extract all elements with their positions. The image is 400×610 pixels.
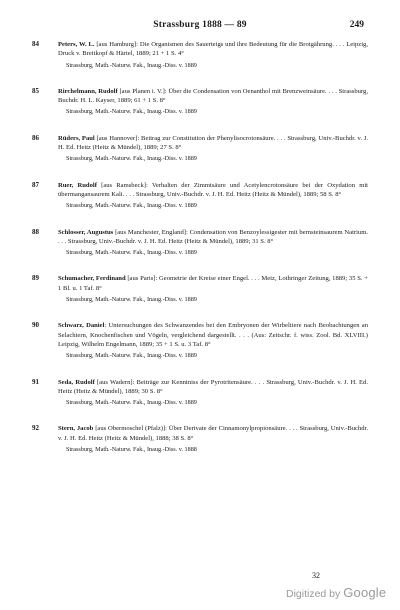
author-name: Schlosser, Augustus <box>58 228 114 236</box>
list-item <box>32 274 368 304</box>
entry-text: [aus Paris]: Geometrie der Kreise einer Engel. . . . Metz, Lothringer Zeitung, 1889; 35 S. + 1 Bl. u. 1 Taf. 8° <box>58 275 368 292</box>
entry-text: [aus Ramsbeck]: Verhalten der Zimmtsäure und Acetylencrotonsäure bei der Oxydation mit übermangansaurem Kali. . . . Strassburg, Univ.-Buchdr. v. J. H. Ed. Heitz (Heitz & Mündel), 1889; 58 S. 8° <box>58 181 368 198</box>
entry-number: 84 <box>32 40 39 48</box>
dissertation-note: Strassburg, Math.-Naturw. Fak., Inaug.-Diss. v. 1889 <box>66 296 197 304</box>
author-name: Schumacher, Ferdinand <box>58 275 126 283</box>
entry-text: [aus Hannover]: Beitrag zur Constitution der Phenylisocrotonsäure. . . . Strassburg, Univ.-Buchdr. v. J. H. Ed. Heitz (Heitz & Mündel), 1889; 27 S. 8° <box>58 134 368 152</box>
entry-number: 92 <box>32 424 39 433</box>
entry-text: [aus Manchester, England]: Condensation von Benzoylessigester mit bernsteinsaurem Natrium. . . . Strassburg, Univ.-Buchdr. v. J. H. Ed. Heitz (Heitz & Mündel), 1889; 31 S. 8° <box>58 228 369 245</box>
entry-text: [aus Wadern]: Beiträge zur Kenntniss der Pyrotritensäure. . . . Strassburg, Univ.-Buchdr. v. J. H. Ed. Heitz (Heitz & Mündel), 1889; 30 S. 8° <box>58 378 368 395</box>
entry-number: 85 <box>32 86 39 95</box>
entry-number: 87 <box>32 180 39 189</box>
entry-text: [aus Planen i. V.]: Über die Condensation von Oenanthol mit Brenzweinsäure. . . . Strassburg, Buchdr. H. L. Kayser, 1889; 61 + 1 S. 8° <box>58 87 368 105</box>
signature-mark: 32 <box>312 571 320 580</box>
entry-text: [aus Hamburg]: Die Organismen des Sauerteigs und ihre Bedeutung für die Brotgährung. . . . Leipzig, Druck v. Breitkopf & Härtel, 1889; 21 + 1 S. 4° <box>58 41 368 58</box>
author-name: Rirchelmann, Rudolf <box>58 87 118 95</box>
entry-number: 89 <box>32 274 39 283</box>
list-item <box>32 181 368 211</box>
list-item <box>32 134 368 164</box>
entry-body <box>58 87 368 106</box>
entry-number: 88 <box>32 227 39 236</box>
author-name: Ruer, Rudolf <box>58 181 97 189</box>
list-item <box>32 321 368 360</box>
watermark-prefix: Digitized by <box>286 588 341 600</box>
entry-body <box>58 321 368 349</box>
entry-body <box>58 424 368 443</box>
page-number: 249 <box>349 20 364 30</box>
entry-body <box>58 134 368 153</box>
list-item <box>32 40 368 70</box>
entry-text: : Untersuchungen des Schwanzendes bei den Embryonen der Wirbeltiere nach Beobachtungen an Selachiern, Knochenfischen und Vögeln, vergleichend dargestellt. . . . (Aus: Zeitschr. f. wiss. Zool. Bd. XLVIII.) Leipzig, Wilhelm Engelmann, 1889; 35 + 1 S. u. 3 Taf. 8° <box>58 322 368 348</box>
author-name: Peters, W. L. <box>58 41 95 48</box>
entry-body <box>58 274 368 293</box>
list-item <box>32 378 368 408</box>
entry-body <box>58 228 368 247</box>
entry-text: [aus Obermoschel (Pfalz)]: Über Derivate der Cinnamonylpropionsäure. . . . Strassburg, Univ.-Buchdr. v. J. H. Ed. Heitz (Heitz & Mündel), 1888; 38 S. 8° <box>58 425 369 442</box>
list-item <box>32 228 368 258</box>
list-item <box>32 424 368 454</box>
dissertation-note: Strassburg, Math.-Naturw. Fak., Inaug.-Diss. v. 1889 <box>66 108 197 116</box>
entry-list <box>32 40 368 471</box>
google-logo: Google <box>343 585 387 600</box>
entry-body <box>58 40 368 59</box>
entry-body <box>58 181 368 200</box>
dissertation-note: Strassburg, Math.-Naturw. Fak., Inaug.-Diss. v. 1888 <box>66 446 197 454</box>
author-name: Stern, Jacob <box>58 425 94 433</box>
running-title: Strassburg 1888 — 89 <box>153 20 247 30</box>
list-item <box>32 87 368 117</box>
entry-number: 91 <box>32 377 39 386</box>
google-watermark <box>286 585 386 600</box>
dissertation-note: Strassburg, Math.-Naturw. Fak., Inaug.-Diss. v. 1889 <box>66 61 197 69</box>
dissertation-note: Strassburg, Math.-Naturw. Fak., Inaug.-Diss. v. 1889 <box>66 399 197 407</box>
author-name: Schwarz, Daniel <box>58 322 105 330</box>
author-name: Rüders, Paul <box>58 134 95 142</box>
page-header <box>0 20 400 34</box>
author-name: Seda, Rudolf <box>58 378 95 386</box>
dissertation-note: Strassburg, Math.-Naturw. Fak., Inaug.-Diss. v. 1889 <box>66 352 197 360</box>
dissertation-note: Strassburg, Math.-Naturw. Fak., Inaug.-Diss. v. 1889 <box>66 249 197 257</box>
dissertation-note: Strassburg, Math.-Naturw. Fak., Inaug.-Diss. v. 1889 <box>66 155 197 163</box>
entry-number: 90 <box>32 321 39 330</box>
entry-number: 86 <box>32 133 39 142</box>
dissertation-note: Strassburg, Math.-Naturw. Fak., Inaug.-Diss. v. 1889 <box>66 202 197 210</box>
entry-body <box>58 378 368 397</box>
